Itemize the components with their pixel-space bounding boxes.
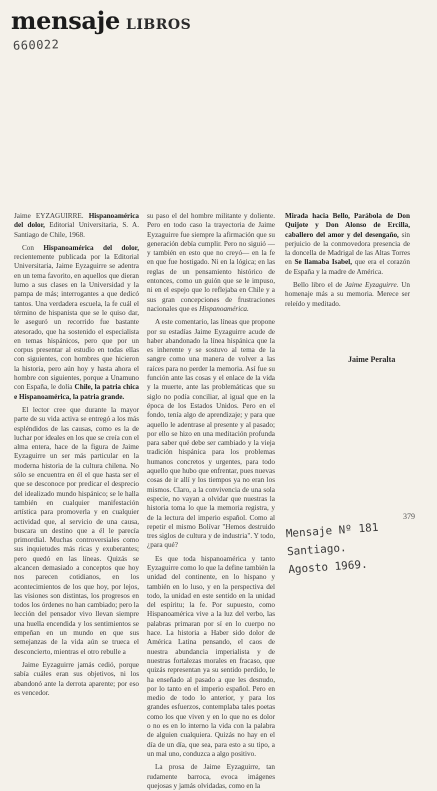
paragraph: Bello libro el de Jaime Eyzaguirre. Un homenaje más a su memoria. Merece ser releído y meditado. — [285, 281, 410, 308]
handwritten-catalog-number: 660022 — [12, 37, 60, 53]
paragraph: A este comentario, las líneas que propone por su estadías Jaime Eyzaguirre acude de haber abandonado la línea hispánica que la es inherente y se sostuvo al tema de la sangre como una manera de volver a las raíces para no perder la memoria. Así fue su función ante las cosas y el enlace de la vida y la muerte, ante las problemáticas que su siglo no podía conciliar, al igual que en la época de los Estados Unidos. Pero en el fondo, tenía algo de aprendizaje; y para que aquello le adentrase al presente y al pasado; por ello se hizo en una meditación profunda para saber qué debe ser cambiado y la vieja tradición hispánica para los problemas humanos concretos y urgentes, para todo aquello que hubo que enfrentar, pues nuevas cosas de ir allí y los tiempos ya no eran los mismos. Claro, a la convivencia de una sola especie, no vayan a olvidar que nuestras la historia toma lo que la memoria registra, y de la lectura del imperio español. Como al repetir el mismo Bolívar "Hemos destruido tres siglos de cultura y de industria". Y todo, ¿para qué? — [147, 318, 275, 550]
handwritten-source-note — [285, 519, 381, 579]
author-name: Jaime EYZAGUIRRE. — [14, 212, 89, 220]
reviewer-signature: Jaime Peralta — [348, 355, 396, 364]
handwritten-line-1: Mensaje Nº 181 — [285, 520, 379, 541]
paragraph: La prosa de Jaime Eyzaguirre, tan rudamente barroca, evoca imágenes quejosas y jamás olvidadas, como en la — [147, 763, 275, 790]
article-column-1 — [14, 212, 139, 697]
masthead — [11, 6, 191, 35]
handwritten-line-3: Agosto 1969. — [287, 557, 369, 577]
page-number: 379 — [403, 512, 415, 521]
paragraph: Es que toda hispanoamérica y tanto Eyzaguirre como lo que la define también la unidad del continente, en lo hispano y también en lo luso, y en la perspectiva del todo, la unidad en este sentido en la unidad del espíritu; la fe. Por supuesto, como Hispanoamérica vive a la luz del verbo, las palabras primaran por sí en lo cuerpo no hace. La historia a Haber sido dolor de América Latina pensando, el caos de nuestra abundancia imperialista y de nuestras fortalezas morales en fracaso, que quizás representan ya su sentido perdido, le ha enseñado al pasado a que les desnudo, por lo tanto en el imperio español. Pero en medio de todo lo anterior, y para los grandes esfuerzos, contemplaba tales poetas como los que viven y en lo que no es dolor o no es en lo interno la vida con la palabra de alguien cualquiera. Quizás no hay en el día de un día, que sea, para esto a su tipo, a un mal uno, conduzca a algo positivo. — [147, 554, 275, 758]
handwritten-line-2: Santiago. — [286, 541, 347, 559]
paragraph: Mirada hacia Bello, Parábola de Don Quijote y Don Alonso de Ercilla, caballero del amor y del desengaño, sin perjuicio de la conmovedora presencia de la doncella de Madrigal de las Altas Torres en Se llamaba Isabel, que era el corazón de España y la madre de América. — [285, 212, 410, 276]
book-title: Hispanoamérica del dolor, — [14, 212, 139, 230]
section-title: LIBROS — [126, 17, 192, 33]
magazine-logo: mensaje — [11, 6, 121, 35]
article-column-2 — [147, 212, 275, 790]
paragraph: Jaime Eyzaguirre jamás cedió, porque sabía cuáles eran sus objetivos, ni los abandonó ante la derrota aparente; por eso es vencedor. — [14, 660, 139, 697]
book-reference — [14, 212, 139, 240]
paragraph: su paso el del hombre militante y doliente. Pero en todo caso la trayectoria de Jaime Eyzaguirre fue siempre la afirmación que su generación debía cumplir. Pero no siguió —y también en esto que no creyó— en la fe en que fue hostigado. Ni en la lógica; en las reglas de un pensamiento histórico de entonces, como un guión que se le impuso, ni en el espejo que lo reflejaba en Chile y a sus gran concepciones de frustraciones nacionales que es Hispanoamérica. — [147, 212, 275, 313]
paragraph: El lector cree que durante la mayor parte de su vida activa se entregó a los más espléndidos de las causas, como es la de luchar por ideales en los que se creía con el alma entera, hace de la figura de Jaime Eyzaguirre un ser más particular en la moderna historia de la cultura chilena. No sólo se encuentra en él el que hasta ser el que se desconoce por predicar el desprecio del idealizado mundo hispánico; se le halla también en cualquier manifestación artística para promoverla y en cualquier actividad que, al servicio de una causa, buscara un destino que a él le parecía primordial. Muchas controversiales como sus inquietudes más ricas y exuberantes; pero quedó en las líneas. Quizás se alcancen demasiado a conceptos que hoy nos parecen cotidianos, en los acontecimientos de los que hoy, por lejos, las visiones son distintas, los progresos en todos los órdenes no han cambiado; pero la lección del pensador vivo llevan siempre una huella encendida y los sentimientos se empeñan en un mundo en que sus semejanzas de la vida aún se trueca el desconcierto, mientras el otro rebulle a — [14, 405, 139, 656]
publisher-info: Editorial Universitaria, S. A. Santiago de Chile, 1968. — [14, 221, 139, 239]
paragraph: Con Hispanoamérica del dolor, recientemente publicada por la Editorial Universitaria, Jaime Eyzaguirre se adentra en un tema favorito, en aquellos que dieran lumo a sus clases en la Universidad y la pampa de más; interrogantes a que dedicó tantos. Una verdadera escuela, la fe cuál el término de hispanista que se le quiso dar, le aseguró un recorrido fue bastante atesorado, que ha sostenido el especialista en temas hispánicos, pero que por un corpus presentar al estudio en todas ellas con siguientes, con hombres que hicieron la historia, pero aún hoy y hasta ahora el hombre con siguientes, porque a Unamuno con España, le dolía Chile, la patria chica e Hispanoamérica, la patria grande. — [14, 243, 139, 401]
